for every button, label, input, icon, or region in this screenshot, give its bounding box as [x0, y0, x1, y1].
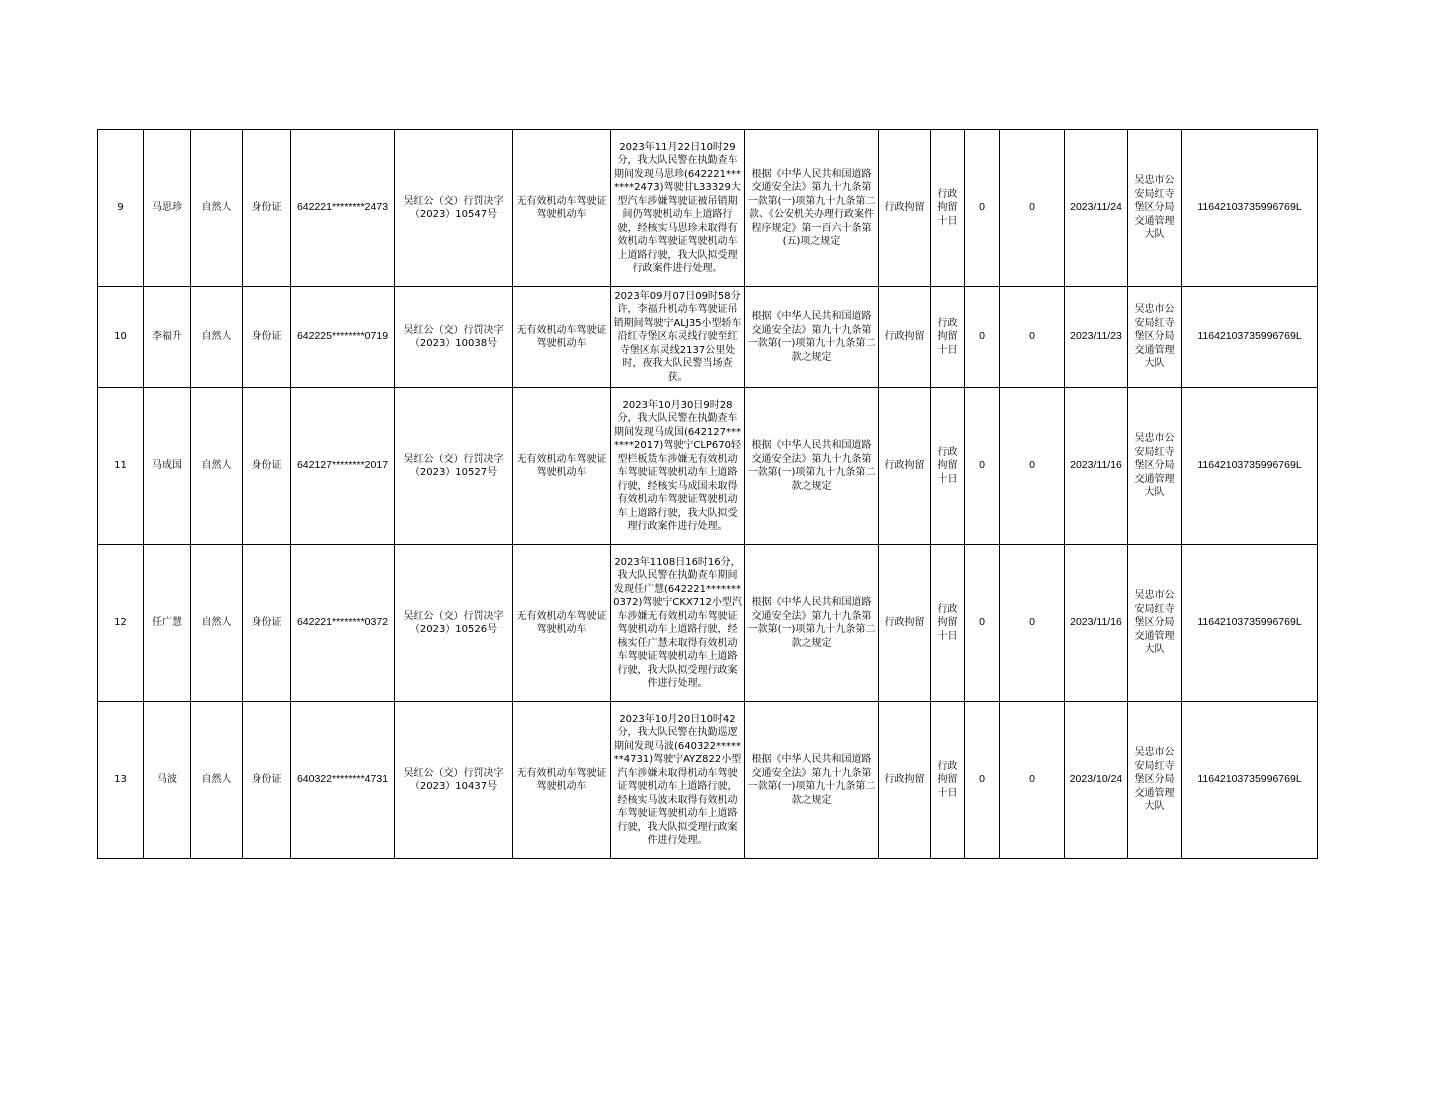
violation-type: 无有效机动车驾驶证驾驶机动车 — [513, 545, 611, 702]
confiscation-amount: 0 — [1000, 388, 1065, 545]
decision-date: 2023/10/24 — [1065, 702, 1128, 859]
penalty-category: 行政拘留 — [879, 130, 931, 287]
decision-date: 2023/11/24 — [1065, 130, 1128, 287]
credit-code: 11642103735996769L — [1182, 702, 1318, 859]
fine-amount: 0 — [965, 702, 1000, 859]
fine-amount: 0 — [965, 545, 1000, 702]
party-type: 自然人 — [191, 702, 243, 859]
table-row — [98, 130, 1318, 287]
detention-term: 行政拘留十日 — [931, 388, 965, 545]
party-name: 李福升 — [144, 287, 191, 388]
confiscation-amount: 0 — [1000, 130, 1065, 287]
penalty-records-table — [97, 129, 1318, 859]
id-type: 身份证 — [243, 130, 291, 287]
decision-document-number: 吴红公（交）行罚决字（2023）10547号 — [395, 130, 513, 287]
issuing-authority: 吴忠市公安局红寺堡区分局交通管理大队 — [1128, 388, 1182, 545]
violation-facts: 2023年10月30日9时28分，我大队民警在执勤查车期间发现马成国(642127*******2017)驾驶宁CLP670轻型栏板货车涉嫌无有效机动车驾驶证驾驶机动车上道路行驶，经核实马成国未取得有效机动车驾驶证驾驶机动车上道路行驶，我大队拟受理行政案件进行处理。 — [611, 388, 745, 545]
row-number: 11 — [98, 388, 144, 545]
fine-amount: 0 — [965, 287, 1000, 388]
issuing-authority: 吴忠市公安局红寺堡区分局交通管理大队 — [1128, 702, 1182, 859]
party-type: 自然人 — [191, 545, 243, 702]
detention-term: 行政拘留十日 — [931, 130, 965, 287]
violation-type: 无有效机动车驾驶证驾驶机动车 — [513, 287, 611, 388]
violation-type: 无有效机动车驾驶证驾驶机动车 — [513, 388, 611, 545]
party-type: 自然人 — [191, 388, 243, 545]
credit-code: 11642103735996769L — [1182, 388, 1318, 545]
row-number: 10 — [98, 287, 144, 388]
credit-code: 11642103735996769L — [1182, 545, 1318, 702]
violation-type: 无有效机动车驾驶证驾驶机动车 — [513, 702, 611, 859]
penalty-category: 行政拘留 — [879, 388, 931, 545]
id-type: 身份证 — [243, 388, 291, 545]
table-row — [98, 545, 1318, 702]
id-type: 身份证 — [243, 287, 291, 388]
table-row — [98, 388, 1318, 545]
row-number: 12 — [98, 545, 144, 702]
id-number: 640322********4731 — [291, 702, 395, 859]
fine-amount: 0 — [965, 130, 1000, 287]
penalty-category: 行政拘留 — [879, 545, 931, 702]
id-number: 642221********2473 — [291, 130, 395, 287]
violation-facts: 2023年09月07日09时58分许，李福升机动车驾驶证吊销期间驾驶宁ALJ35小型轿车沿红寺堡区东灵线行驶至红寺堡区东灵线2137公里处时，夜我大队民警当场查获。 — [611, 287, 745, 388]
decision-date: 2023/11/16 — [1065, 388, 1128, 545]
penalty-basis: 根据《中华人民共和国道路交通安全法》第九十九条第一款第(一)项第九十九条第二款之规定 — [745, 545, 879, 702]
decision-document-number: 吴红公（交）行罚决字（2023）10526号 — [395, 545, 513, 702]
violation-type: 无有效机动车驾驶证驾驶机动车 — [513, 130, 611, 287]
penalty-basis: 根据《中华人民共和国道路交通安全法》第九十九条第一款第(一)项第九十九条第二款、《公安机关办理行政案件程序规定》第一百六十条第(五)项之规定 — [745, 130, 879, 287]
decision-document-number: 吴红公（交）行罚决字（2023）10038号 — [395, 287, 513, 388]
violation-facts: 2023年1108日16时16分，我大队民警在执勤查车期间发现任广慧(642221*******0372)驾驶宁CKX712小型汽车涉嫌无有效机动车驾驶证驾驶机动车上道路行驶，经核实任广慧未取得有效机动车驾驶证驾驶机动车上道路行驶，我大队拟受理行政案件进行处理。 — [611, 545, 745, 702]
party-name: 任广慧 — [144, 545, 191, 702]
id-type: 身份证 — [243, 702, 291, 859]
violation-facts: 2023年11月22日10时29分，我大队民警在执勤查车期间发现马思珍(642221*******2473)驾驶甘L33329大型汽车涉嫌驾驶证被吊销期间仍驾驶机动车上道路行驶，经核实马思珍未取得有效机动车驾驶证驾驶机动车上道路行驶，我大队拟受理行政案件进行处理。 — [611, 130, 745, 287]
party-type: 自然人 — [191, 130, 243, 287]
row-number: 9 — [98, 130, 144, 287]
confiscation-amount: 0 — [1000, 287, 1065, 388]
party-type: 自然人 — [191, 287, 243, 388]
penalty-category: 行政拘留 — [879, 702, 931, 859]
party-name: 马波 — [144, 702, 191, 859]
id-number: 642221********0372 — [291, 545, 395, 702]
table-row — [98, 287, 1318, 388]
detention-term: 行政拘留十日 — [931, 545, 965, 702]
penalty-basis: 根据《中华人民共和国道路交通安全法》第九十九条第一款第(一)项第九十九条第二款之规定 — [745, 287, 879, 388]
decision-document-number: 吴红公（交）行罚决字（2023）10437号 — [395, 702, 513, 859]
decision-document-number: 吴红公（交）行罚决字（2023）10527号 — [395, 388, 513, 545]
penalty-category: 行政拘留 — [879, 287, 931, 388]
row-number: 13 — [98, 702, 144, 859]
issuing-authority: 吴忠市公安局红寺堡区分局交通管理大队 — [1128, 287, 1182, 388]
credit-code: 11642103735996769L — [1182, 287, 1318, 388]
confiscation-amount: 0 — [1000, 702, 1065, 859]
decision-date: 2023/11/16 — [1065, 545, 1128, 702]
violation-facts: 2023年10月20日10时42分，我大队民警在执勤巡逻期间发现马波(640322*******4731)驾驶宁AYZ822小型汽车涉嫌未取得机动车驾驶证驾驶机动车上道路行驶，经核实马波未取得有效机动车驾驶证驾驶机动车上道路行驶，我大队拟受理行政案件进行处理。 — [611, 702, 745, 859]
detention-term: 行政拘留十日 — [931, 287, 965, 388]
decision-date: 2023/11/23 — [1065, 287, 1128, 388]
table-row — [98, 702, 1318, 859]
penalty-basis: 根据《中华人民共和国道路交通安全法》第九十九条第一款第(一)项第九十九条第二款之规定 — [745, 388, 879, 545]
id-type: 身份证 — [243, 545, 291, 702]
confiscation-amount: 0 — [1000, 545, 1065, 702]
penalty-basis: 根据《中华人民共和国道路交通安全法》第九十九条第一款第(一)项第九十九条第二款之规定 — [745, 702, 879, 859]
issuing-authority: 吴忠市公安局红寺堡区分局交通管理大队 — [1128, 545, 1182, 702]
issuing-authority: 吴忠市公安局红寺堡区分局交通管理大队 — [1128, 130, 1182, 287]
credit-code: 11642103735996769L — [1182, 130, 1318, 287]
id-number: 642225********0719 — [291, 287, 395, 388]
party-name: 马思珍 — [144, 130, 191, 287]
id-number: 642127********2017 — [291, 388, 395, 545]
fine-amount: 0 — [965, 388, 1000, 545]
party-name: 马成国 — [144, 388, 191, 545]
detention-term: 行政拘留十日 — [931, 702, 965, 859]
